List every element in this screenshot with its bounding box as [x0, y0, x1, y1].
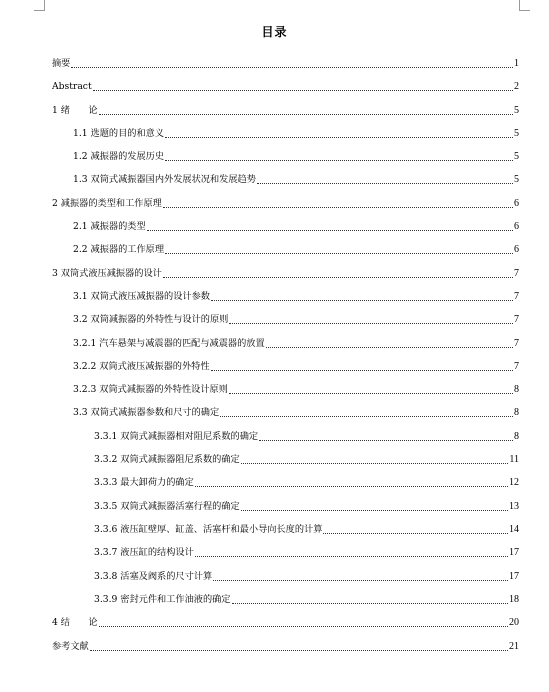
toc-leader-dots: [232, 603, 508, 604]
toc-leader-dots: [241, 510, 508, 511]
toc-entry-label: 3.3.7 液压缸的结构设计: [94, 547, 194, 558]
toc-page-number: 5: [514, 151, 519, 162]
toc-page-number: 5: [514, 105, 519, 116]
toc-entry[interactable]: [52, 104, 519, 118]
toc-leader-dots: [195, 556, 508, 557]
toc-page-number: 7: [514, 338, 519, 349]
toc-leader-dots: [211, 300, 513, 301]
toc-entry-label: 1.2 减振器的发展历史: [73, 151, 165, 162]
toc-entry[interactable]: [94, 476, 519, 490]
toc-leader-dots: [257, 183, 513, 184]
toc-page-number: 6: [514, 198, 519, 209]
toc-entry[interactable]: [73, 383, 519, 397]
toc-leader-dots: [165, 160, 513, 161]
toc-leader-dots: [163, 207, 513, 208]
toc-page-number: 21: [509, 641, 519, 652]
toc-page-number: 7: [514, 268, 519, 279]
toc-page-number: 2: [514, 81, 519, 92]
toc-leader-dots: [99, 626, 508, 627]
toc-entry[interactable]: [73, 150, 519, 164]
toc-entry[interactable]: [94, 430, 519, 444]
toc-leader-dots: [147, 230, 513, 231]
toc-entry-label: 3.3 双筒式减振器参数和尺寸的确定: [73, 407, 220, 418]
toc-entry-label: 参考文献: [52, 641, 89, 652]
toc-entry-label: 3.2 双筒减振器的外特性与设计的原则: [73, 314, 229, 325]
toc-entry[interactable]: [73, 173, 519, 187]
toc-leader-dots: [213, 580, 508, 581]
toc-entry-label: 3.3.1 双筒式减振器相对阻尼系数的确定: [94, 431, 259, 442]
toc-entry[interactable]: [52, 267, 519, 281]
toc-entry-label: 3.2.2 双筒式液压减振器的外特性: [73, 361, 210, 372]
toc-entry[interactable]: [73, 337, 519, 351]
toc-leader-dots: [229, 323, 513, 324]
toc-entry[interactable]: [73, 243, 519, 257]
toc-leader-dots: [71, 67, 513, 68]
toc-entry-label: 3.3.8 活塞及阀系的尺寸计算: [94, 571, 213, 582]
toc-entry-label: 3.3.6 液压缸壁厚、缸盖、活塞杆和最小导向长度的计算: [94, 524, 323, 535]
toc-entry[interactable]: [52, 80, 519, 94]
toc-entry-label: 摘要: [52, 58, 71, 69]
toc-entry-label: 2.1 减振器的类型: [73, 221, 146, 232]
toc-page-number: 5: [514, 128, 519, 139]
toc-page-number: 5: [514, 174, 519, 185]
toc-entry[interactable]: [73, 406, 519, 420]
toc-page-number: 8: [514, 407, 519, 418]
toc-page-number: 6: [514, 221, 519, 232]
toc-entry-label: 1.1 选题的目的和意义: [73, 128, 165, 139]
toc-leader-dots: [163, 277, 513, 278]
toc-entry[interactable]: [73, 360, 519, 374]
toc-page-number: 8: [514, 384, 519, 395]
toc-entry[interactable]: [94, 593, 519, 607]
toc-leader-dots: [220, 416, 513, 417]
toc-entry[interactable]: [52, 640, 519, 654]
toc-title: 目录: [261, 25, 288, 39]
toc-entry[interactable]: [52, 616, 519, 630]
toc-page-number: 13: [509, 501, 519, 512]
toc-entry[interactable]: [94, 546, 519, 560]
toc-leader-dots: [266, 347, 513, 348]
toc-entry[interactable]: [94, 453, 519, 467]
toc-page-number: 18: [509, 594, 519, 605]
toc-leader-dots: [99, 114, 513, 115]
toc-leader-dots: [229, 393, 513, 394]
toc-page-number: 20: [509, 617, 519, 628]
toc-entry[interactable]: [94, 523, 519, 537]
toc-leader-dots: [93, 90, 513, 91]
toc-entry-label: 2 减振器的类型和工作原理: [52, 198, 162, 209]
toc-leader-dots: [241, 463, 509, 464]
toc-leader-dots: [165, 253, 513, 254]
toc-leader-dots: [259, 440, 513, 441]
toc-leader-dots: [90, 650, 508, 651]
toc-page-number: 17: [509, 571, 519, 582]
toc-page-number: 7: [514, 314, 519, 325]
toc-entry[interactable]: [94, 500, 519, 514]
toc-page-number: 7: [514, 291, 519, 302]
toc-page-number: 1: [514, 58, 519, 69]
toc-entry[interactable]: [73, 127, 519, 141]
toc-entry-label: 3.2.1 汽车悬架与减震器的匹配与减震器的放置: [73, 338, 265, 349]
toc-page-number: 14: [509, 524, 519, 535]
toc-leader-dots: [165, 137, 513, 138]
toc-entry[interactable]: [52, 197, 519, 211]
toc-entry[interactable]: [73, 313, 519, 327]
toc-entry-label: 3.3.5 双筒式减振器活塞行程的确定: [94, 501, 240, 512]
toc-entry-label: 3.3.2 双筒式减振器阻尼系数的确定: [94, 454, 240, 465]
toc-leader-dots: [323, 533, 508, 534]
toc-page-number: 7: [514, 361, 519, 372]
toc-entry-label: 3 双筒式液压减振器的设计: [52, 268, 162, 279]
toc-entry-label: 4 结 论: [52, 617, 98, 628]
toc-entry-label: Abstract: [52, 81, 92, 92]
toc-leader-dots: [195, 486, 508, 487]
toc-entry[interactable]: [52, 57, 519, 71]
toc-leader-dots: [211, 370, 513, 371]
toc-page-number: 6: [514, 244, 519, 255]
toc-page-number: 12: [509, 477, 519, 488]
toc-page-number: 11: [509, 454, 519, 465]
toc-entry[interactable]: [73, 220, 519, 234]
toc-entry-label: 3.2.3 双筒式减振器的外特性设计原则: [73, 384, 228, 395]
toc-entry-label: 3.3.9 密封元件和工作油液的确定: [94, 594, 231, 605]
toc-entry[interactable]: [94, 570, 519, 584]
toc-entry[interactable]: [73, 290, 519, 304]
toc-entry-label: 1.3 双筒式减振器国内外发展状况和发展趋势: [73, 174, 256, 185]
toc-entry-label: 2.2 减振器的工作原理: [73, 244, 165, 255]
toc-entry-label: 3.1 双筒式液压减振器的设计参数: [73, 291, 210, 302]
toc-page-number: 8: [514, 431, 519, 442]
toc-page-number: 17: [509, 547, 519, 558]
toc-entry-label: 3.3.3 最大卸荷力的确定: [94, 477, 194, 488]
toc-entry-label: 1 绪 论: [52, 105, 98, 116]
